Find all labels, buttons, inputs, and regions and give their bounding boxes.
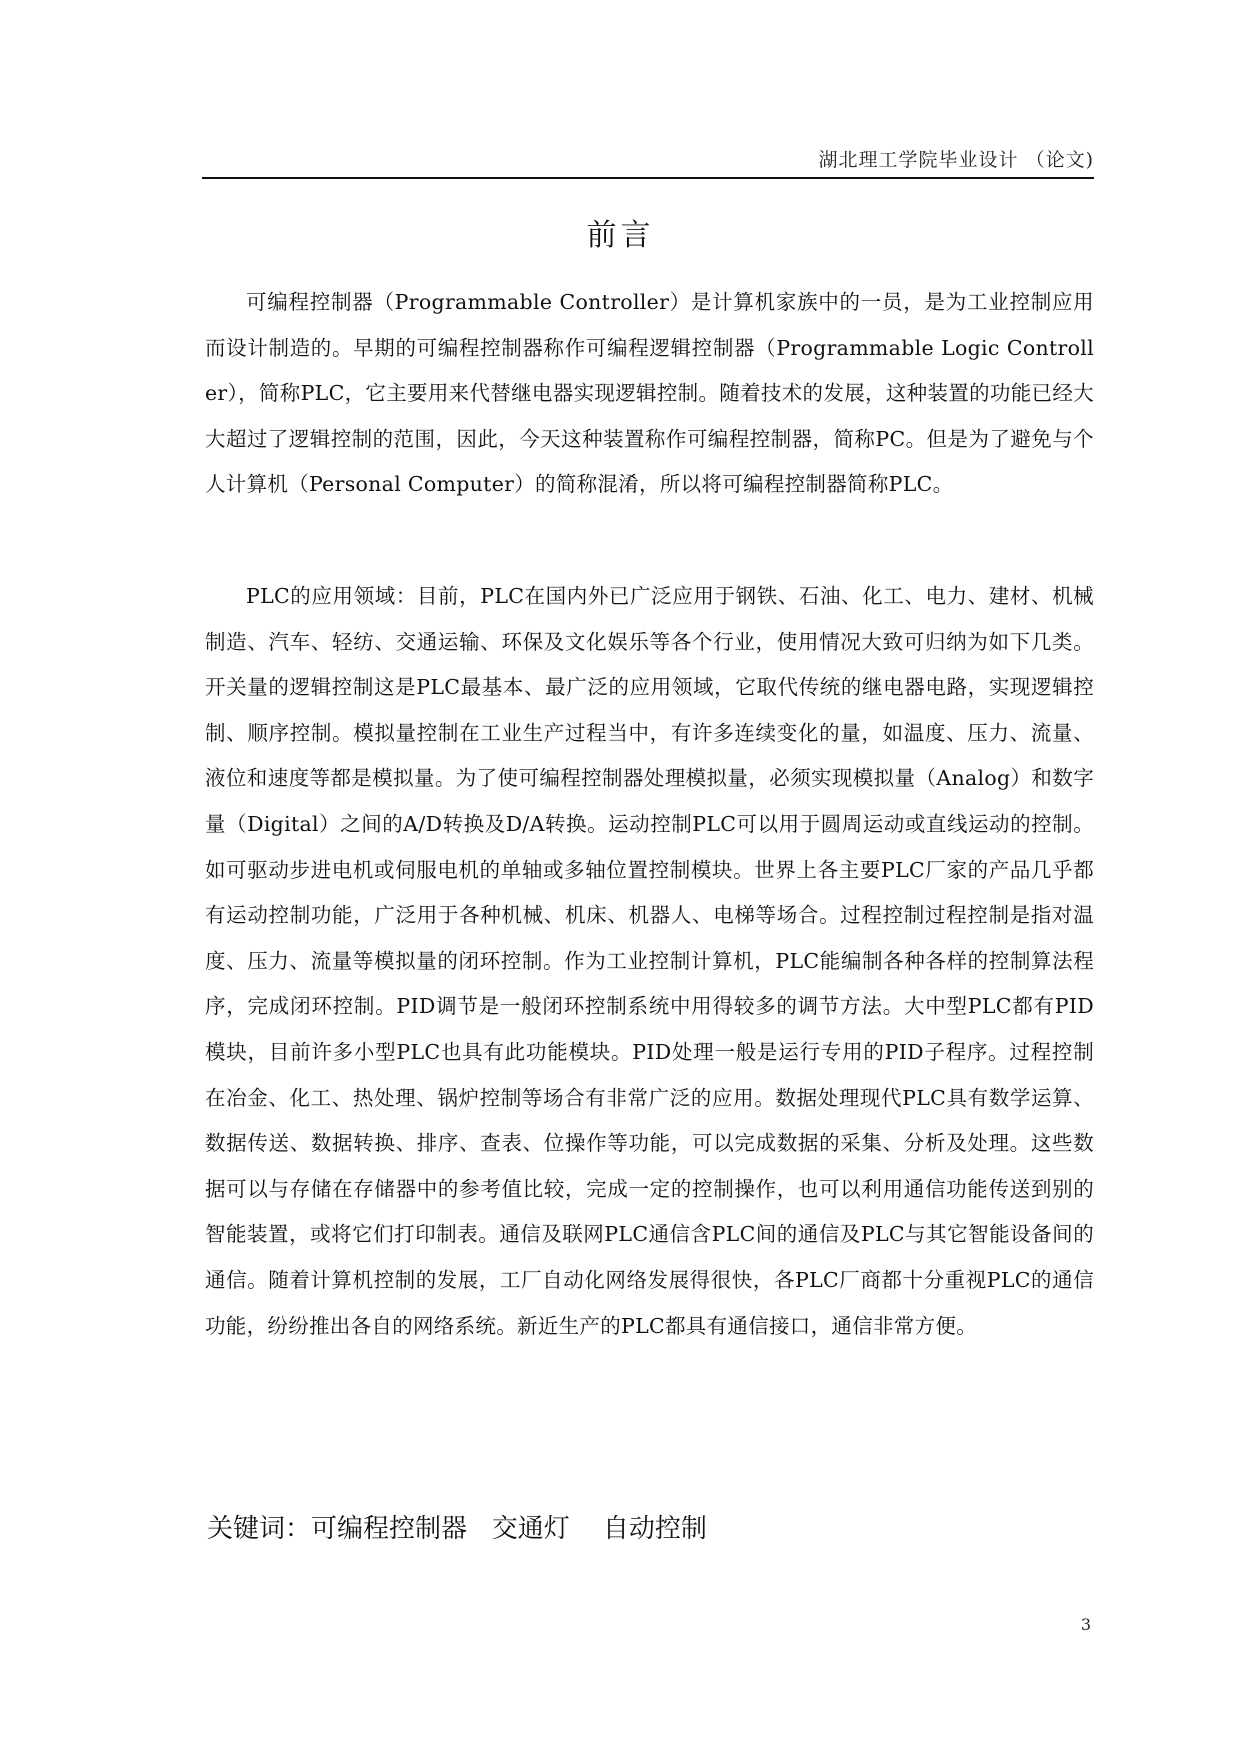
section-title: 前言 — [586, 218, 655, 253]
paragraph-applications: PLC的应用领域：目前，PLC在国内外已广泛应用于钢铁、石油、化工、电力、建材、机械制造、汽车、轻纺、交通运输、环保及文化娱乐等各个行业，使用情况大致可归纳为如下几类。开关量的逻辑控制这是PLC最基本、最广泛的应用领域，它取代传统的继电器电路，实现逻辑控制、顺序控制。模拟量控制在工业生产过程当中，有许多连续变化的量，如温度、压力、流量、液位和速度等都是模拟量。为了使可编程控制器处理模拟量，必须实现模拟量（Analog）和数字量（Digital）之间的A/D转换及D/A转换。运动控制PLC可以用于圆周运动或直线运动的控制。如可驱动步进电机或伺服电机的单轴或多轴位置控制模块。世界上各主要PLC厂家的产品几乎都有运动控制功能，广泛用于各种机械、机床、机器人、电梯等场合。过程控制过程控制是指对温度、压力、流量等模拟量的闭环控制。作为工业控制计算机，PLC能编制各种各样的控制算法程序，完成闭环控制。PID调节是一般闭环控制系统中用得较多的调节方法。大中型PLC都有PID模块，目前许多小型PLC也具有此功能模块。PID处理一般是运行专用的PID子程序。过程控制在冶金、化工、热处理、锅炉控制等场合有非常广泛的应用。数据处理现代PLC具有数学运算、数据传送、数据转换、排序、查表、位操作等功能，可以完成数据的采集、分析及处理。这些数据可以与存储在存储器中的参考值比较，完成一定的控制操作，也可以利用通信功能传送到别的智能装置，或将它们打印制表。通信及联网PLC通信含PLC间的通信及PLC与其它智能设备间的通信。随着计算机控制的发展，工厂自动化网络发展得很快，各PLC厂商都十分重视PLC的通信功能，纷纷推出各自的网络系统。新近生产的PLC都具有通信接口，通信非常方便。 — [205, 584, 1094, 1338]
header-divider — [202, 177, 1094, 179]
page-number: 3 — [1080, 1615, 1091, 1634]
running-header: 湖北理工学院毕业设计 （论文) — [818, 149, 1094, 171]
keywords-line: 关键词：可编程控制器 交通灯 自动控制 — [207, 1514, 707, 1544]
paragraph-intro: 可编程控制器（Programmable Controller）是计算机家族中的一员，是为工业控制应用而设计制造的。早期的可编程控制器称作可编程逻辑控制器（Programmable Logic Controller），简称PLC，它主要用来代替继电器实现逻辑控制。随着技术的发展，这种装置的功能已经大大超过了逻辑控制的范围，因此，今天这种装置称作可编程控制器，简称PC。但是为了避免与个人计算机（Personal Computer）的简称混淆，所以将可编程控制器简称PLC。 — [205, 290, 1094, 497]
